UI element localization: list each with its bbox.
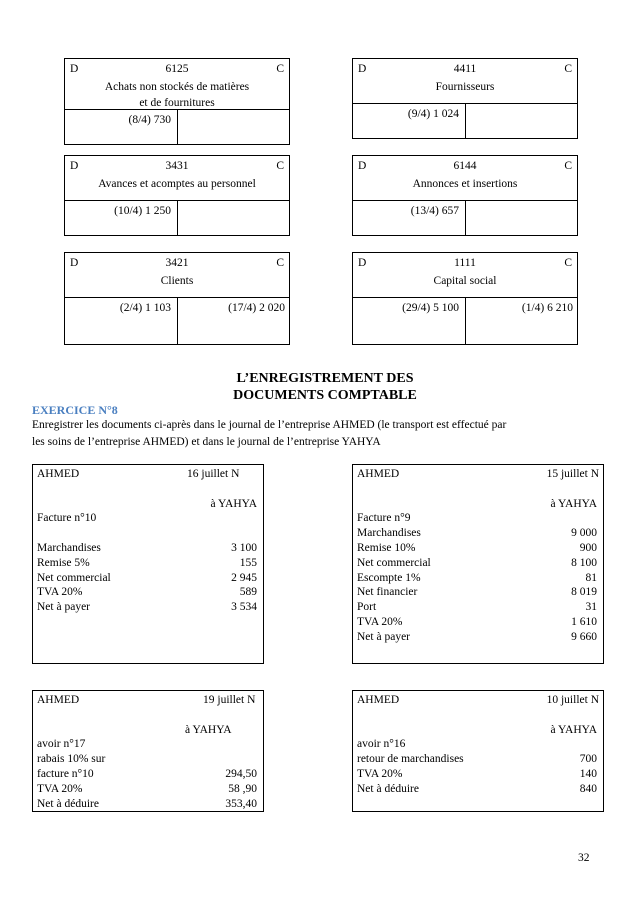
invoice-line-amount: 9 660	[571, 630, 597, 643]
invoice-box	[352, 464, 604, 664]
t-account-number: 6125	[165, 63, 189, 75]
invoice-line-label: Net à payer	[357, 630, 410, 643]
invoice-line-label: Net commercial	[357, 556, 431, 569]
invoice-date: 16 juillet N	[187, 468, 240, 480]
page-number: 32	[578, 852, 590, 864]
invoice-date: 19 juillet N	[203, 694, 256, 706]
invoice-line-amount: 2 945	[231, 571, 257, 584]
invoice-recipient: à YAHYA	[550, 497, 597, 510]
t-account-label: Annonces et insertions	[412, 178, 518, 190]
invoice-line-amount: 3 534	[231, 601, 257, 614]
invoice-recipient: à YAHYA	[185, 723, 232, 736]
t-account-number: 6144	[453, 160, 477, 172]
invoice-line	[33, 752, 263, 767]
t-account-debit-letter: D	[70, 160, 79, 172]
exercise-text-1: Enregistrer les documents ci-après dans le journal de l’entreprise AHMED (le transport est effectué par	[32, 419, 507, 431]
t-account-label: Avances et acomptes au personnel	[98, 178, 256, 190]
section-title	[150, 370, 500, 404]
invoice-line	[33, 556, 263, 571]
invoice-line-amount: 155	[239, 556, 257, 569]
t-account-body	[65, 110, 289, 144]
invoice-date: 15 juillet N	[546, 468, 599, 480]
t-account-debit-entry: (13/4) 657	[410, 205, 459, 217]
invoice-line-label: Net financier	[357, 586, 418, 599]
invoice-line	[353, 782, 603, 797]
section-title-line-2: DOCUMENTS COMPTABLE	[233, 388, 417, 403]
t-account-debit-letter: D	[70, 257, 79, 269]
invoice-box	[32, 464, 264, 664]
t-account-number: 3421	[165, 257, 189, 269]
invoice-line	[33, 571, 263, 586]
invoice-line-label: Port	[357, 601, 377, 614]
invoice-line-label: Net commercial	[37, 571, 111, 584]
invoice-line-amount: 589	[239, 586, 257, 599]
invoice-line-label: Escompte 1%	[357, 571, 421, 584]
t-account-number: 4411	[453, 63, 477, 75]
t-account-divider	[177, 110, 178, 144]
invoice-line-amount: 8 100	[571, 556, 597, 569]
invoice-document: avoir n°16	[357, 738, 406, 751]
t-account	[352, 58, 578, 139]
invoice-line-label: TVA 20%	[37, 586, 83, 599]
t-account-header	[353, 59, 577, 104]
invoice-line-amount: 81	[585, 571, 597, 584]
exercise-title: EXERCICE N°8	[32, 403, 118, 417]
t-account	[352, 252, 578, 345]
invoice-line-amount: 31	[585, 601, 597, 614]
t-account-divider	[465, 104, 466, 138]
invoice-line-amount: 8 019	[571, 586, 597, 599]
invoice-document: avoir n°17	[37, 738, 86, 751]
t-account	[64, 58, 290, 145]
t-account-debit-entry: (10/4) 1 250	[114, 205, 171, 217]
exercise-text-2: les soins de l’entreprise AHMED) et dans le journal de l’entreprise YAHYA	[32, 436, 381, 448]
t-account-credit-letter: C	[276, 160, 284, 172]
invoice-line	[33, 585, 263, 600]
t-account-debit-entry: (9/4) 1 024	[407, 108, 459, 120]
invoice-document: Facture n°10	[37, 512, 97, 525]
t-account-label: Achats non stockés de matières et de fournitures	[104, 81, 250, 109]
t-account-header	[65, 59, 289, 110]
t-account-label: Fournisseurs	[435, 81, 495, 93]
invoice-line-amount: 840	[579, 782, 597, 795]
invoice-line-label: Net à déduire	[37, 797, 99, 810]
invoice-box	[32, 690, 264, 812]
t-account-header	[353, 253, 577, 298]
t-account-credit-letter: C	[564, 257, 572, 269]
invoice-line-amount: 900	[579, 541, 597, 554]
invoice-line-label: Remise 5%	[37, 556, 90, 569]
invoice-line	[353, 526, 603, 541]
invoice-line	[33, 797, 263, 812]
invoice-line-label: TVA 20%	[357, 615, 403, 628]
invoice-line-amount: 140	[579, 767, 597, 780]
invoice-line-label: TVA 20%	[37, 782, 83, 795]
t-account-debit-letter: D	[358, 257, 367, 269]
invoice-box	[352, 690, 604, 812]
t-account-credit-letter: C	[276, 63, 284, 75]
t-account-credit-entry: (17/4) 2 020	[228, 302, 285, 314]
t-account-debit-entry: (29/4) 5 100	[402, 302, 459, 314]
invoice-line	[33, 541, 263, 556]
invoice-line	[353, 752, 603, 767]
t-account-debit-letter: D	[358, 160, 367, 172]
invoice-issuer: AHMED	[357, 694, 400, 706]
invoice-line-label: Marchandises	[357, 527, 421, 540]
invoice-line	[353, 571, 603, 586]
t-account-label: Clients	[160, 275, 194, 287]
t-account-debit-letter: D	[70, 63, 79, 75]
t-account-body	[65, 298, 289, 344]
invoice-line	[353, 767, 603, 782]
t-account-header	[65, 253, 289, 298]
t-account-body	[353, 298, 577, 344]
t-account-credit-entry: (1/4) 6 210	[521, 302, 573, 314]
t-account-header	[65, 156, 289, 201]
invoice-line-label: facture n°10	[37, 767, 94, 780]
invoice-line	[353, 541, 603, 556]
invoice-line	[353, 556, 603, 571]
t-account-number: 3431	[165, 160, 189, 172]
invoice-line-amount: 9 000	[571, 527, 597, 540]
invoice-issuer: AHMED	[357, 468, 400, 480]
invoice-line-amount: 1 610	[571, 615, 597, 628]
invoice-line	[33, 600, 263, 615]
invoice-line-amount: 353,40	[225, 797, 257, 810]
t-account-credit-letter: C	[276, 257, 284, 269]
invoice-line-label: Net à payer	[37, 601, 90, 614]
t-account	[352, 155, 578, 236]
invoice-line-label: Net à déduire	[357, 782, 419, 795]
t-account-label: Capital social	[433, 275, 497, 287]
invoice-line	[353, 585, 603, 600]
invoice-recipient: à YAHYA	[550, 723, 597, 736]
invoice-line-label: Marchandises	[37, 541, 101, 554]
invoice-issuer: AHMED	[37, 694, 80, 706]
t-account-divider	[177, 201, 178, 235]
invoice-date: 10 juillet N	[546, 694, 599, 706]
t-account-body	[353, 201, 577, 235]
t-account-credit-letter: C	[564, 160, 572, 172]
t-account-debit-entry: (2/4) 1 103	[119, 302, 171, 314]
invoice-line-amount: 294,50	[225, 767, 257, 780]
section-title-line-1: L’ENREGISTREMENT DES	[236, 371, 414, 386]
t-account	[64, 155, 290, 236]
invoice-line	[353, 630, 603, 645]
invoice-document: Facture n°9	[357, 512, 411, 525]
invoice-line-amount: 700	[579, 753, 597, 766]
t-account-debit-entry: (8/4) 730	[128, 114, 171, 126]
invoice-line	[33, 782, 263, 797]
invoice-line-label: rabais 10% sur	[37, 753, 106, 766]
t-account-body	[65, 201, 289, 235]
invoice-line	[353, 600, 603, 615]
invoice-line-label: Remise 10%	[357, 541, 416, 554]
t-account-credit-letter: C	[564, 63, 572, 75]
invoice-issuer: AHMED	[37, 468, 80, 480]
t-account	[64, 252, 290, 345]
invoice-line	[33, 767, 263, 782]
invoice-recipient: à YAHYA	[210, 497, 257, 510]
t-account-number: 1111	[454, 257, 476, 269]
invoice-line-label: retour de marchandises	[357, 753, 464, 766]
invoice-line	[353, 615, 603, 630]
t-account-header	[353, 156, 577, 201]
invoice-line-label: TVA 20%	[357, 767, 403, 780]
invoice-line-amount: 3 100	[231, 541, 257, 554]
t-account-body	[353, 104, 577, 138]
t-account-debit-letter: D	[358, 63, 367, 75]
t-account-divider	[465, 201, 466, 235]
invoice-line-amount: 58 ,90	[228, 782, 257, 795]
